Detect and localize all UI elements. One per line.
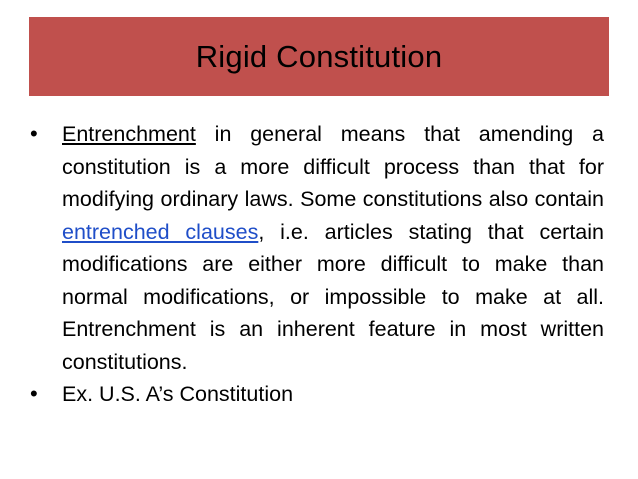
slide-title: Rigid Constitution [195, 38, 443, 74]
bullet-text-part: in general means that amending a constitution is a more difficult process than that for modifying ordinary laws. Some constitutions also contain [62, 122, 604, 211]
bullet-text-1 [62, 118, 604, 378]
bullet-icon: • [30, 381, 38, 406]
bullet-text-part: , i.e. articles stating that certain modifications are either more difficult to make than normal modifications, or impossible to make at all. Entrenchment is an inherent feature in most written constitutions. [62, 219, 604, 374]
bullet-item-2 [30, 378, 604, 411]
entrenchment-term-link[interactable]: Entrenchment [62, 122, 196, 146]
slide-body [30, 118, 604, 411]
bullet-icon: • [30, 121, 38, 146]
bullet-text-2: Ex. U.S. A’s Constitution [62, 382, 294, 406]
bullet-item-1 [30, 118, 604, 378]
entrenched-clauses-link[interactable]: entrenched clauses [62, 219, 259, 244]
title-bar [29, 17, 609, 96]
